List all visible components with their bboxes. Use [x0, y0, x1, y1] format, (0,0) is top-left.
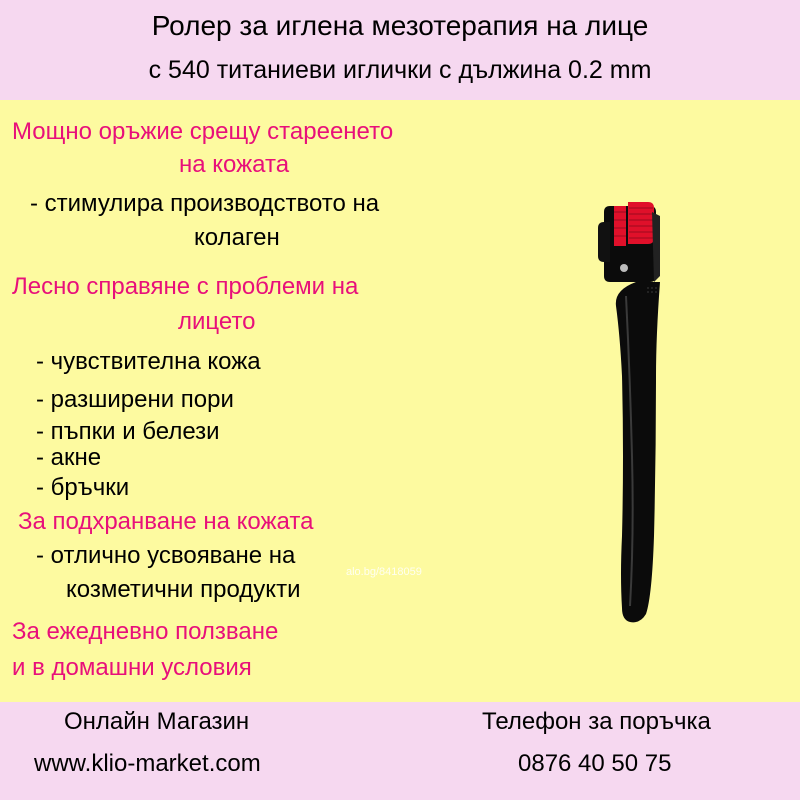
feature-text-collagen-cont: колаген — [194, 224, 280, 251]
feature-heading-daily-use-cont: и в домашни условия — [12, 654, 252, 681]
list-item-wrinkles: - бръчки — [36, 474, 130, 501]
feature-text-absorption: - отлично усвояване на — [36, 542, 296, 569]
feature-text-absorption-cont: козметични продукти — [66, 576, 301, 603]
derma-roller-icon — [596, 196, 660, 626]
feature-heading-nourish: За подхранване на кожата — [18, 508, 314, 535]
feature-heading-anti-aging: Мощно оръжие срещу стареенето — [12, 118, 394, 145]
feature-heading-problems: Лесно справяне с проблеми на — [12, 273, 359, 300]
shop-url-link[interactable]: www.klio-market.com — [34, 750, 261, 777]
list-item-pimples-scars: - пъпки и белези — [36, 418, 220, 445]
feature-text-collagen: - стимулира производството на — [30, 190, 380, 217]
list-item-acne: - акне — [36, 444, 102, 471]
list-item-sensitive-skin: - чувствителна кожа — [36, 348, 261, 375]
feature-heading-anti-aging-cont: на кожата — [179, 151, 290, 178]
watermark: alo.bg/8418059 — [346, 566, 422, 578]
page-title: Ролер за иглена мезотерапия на лице — [151, 10, 649, 41]
phone-number[interactable]: 0876 40 50 75 — [518, 750, 672, 777]
shop-label: Онлайн Магазин — [64, 708, 250, 735]
list-item-enlarged-pores: - разширени пори — [36, 386, 234, 413]
phone-label: Телефон за поръчка — [482, 708, 711, 735]
feature-heading-problems-cont: лицето — [178, 308, 256, 335]
page-subtitle: с 540 титаниеви иглички с дължина 0.2 mm — [148, 56, 652, 84]
feature-heading-daily-use: За ежедневно ползване — [12, 618, 279, 645]
